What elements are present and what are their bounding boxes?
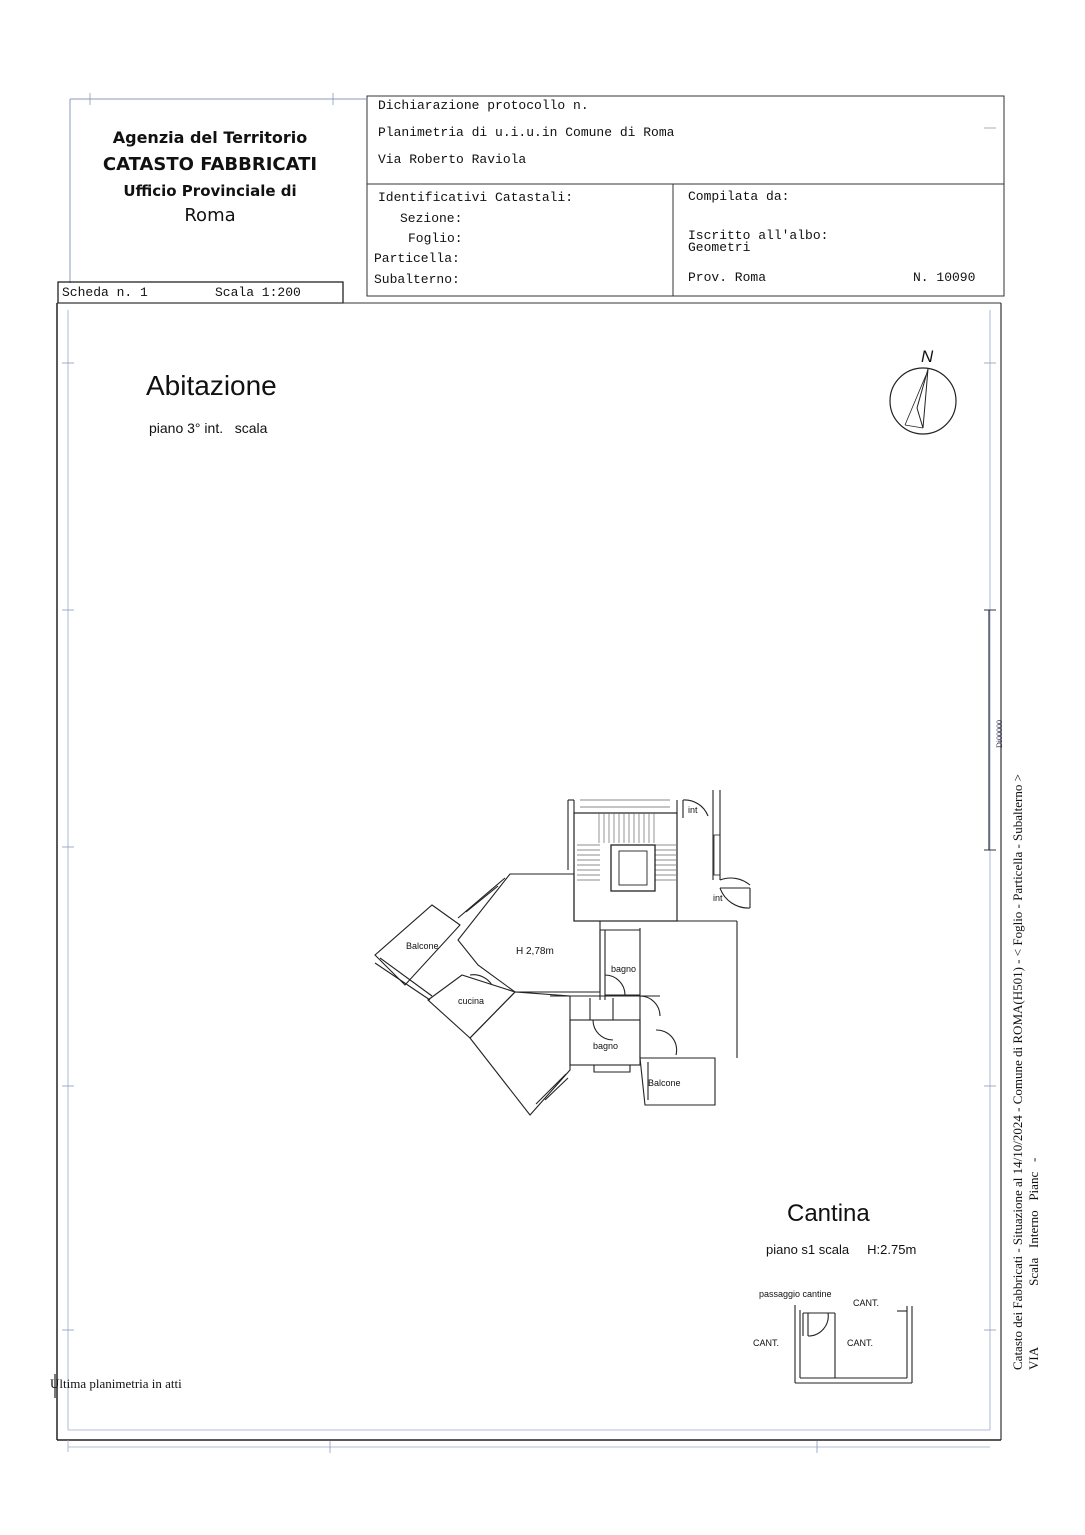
albo-number: N. 10090	[913, 270, 976, 285]
particella-label: Particella:	[374, 251, 460, 266]
agency-name: Agenzia del Territorio	[112, 128, 308, 147]
plan-label-cucina: cucina	[458, 996, 485, 1006]
office-label: Ufficio Provinciale di	[123, 182, 297, 200]
cant-label: CANT.	[853, 1298, 880, 1308]
north-label: N	[921, 347, 934, 366]
plan-label-bagno: bagno	[611, 964, 637, 974]
scala-label: Scala 1:200	[215, 285, 301, 300]
plan-label-bagno: bagno	[593, 1041, 619, 1051]
catasto-title: CATASTO FABBRICATI	[102, 154, 318, 175]
stamp-text: Di00000	[995, 720, 1004, 748]
passaggio-label: passaggio cantine	[759, 1289, 832, 1299]
floor-plan	[375, 790, 750, 1115]
compilata-label: Compilata da:	[688, 189, 790, 204]
abitazione-subtitle: piano 3° int. scala	[149, 420, 268, 436]
abitazione-title: Abitazione	[146, 370, 277, 401]
cant-label: CANT.	[753, 1338, 780, 1348]
identificativi-label: Identificativi Catastali:	[378, 190, 574, 205]
plan-label-height: H 2,78m	[516, 946, 554, 957]
dichiarazione: Dichiarazione protocollo n.	[378, 98, 589, 113]
cantina-subtitle: piano s1 scala H:2.75m	[766, 1242, 917, 1257]
office-city: Roma	[184, 205, 236, 226]
north-arrow-icon	[890, 368, 956, 434]
subalterno-label: Subalterno:	[374, 272, 460, 287]
foglio-label: Foglio:	[408, 231, 463, 246]
planimetria-line: Planimetria di u.i.u.in Comune di Roma	[378, 125, 675, 140]
side-caption-via: VIA Scala Interno Pianc -	[1026, 1157, 1041, 1370]
cantina-title: Cantina	[787, 1200, 870, 1227]
scheda-label: Scheda n. 1	[62, 285, 148, 300]
albo-value: Geometri	[688, 240, 751, 255]
footer-note: Ultima planimetria in atti	[50, 1376, 182, 1391]
plan-label-balcone: Balcone	[406, 941, 439, 951]
provincia-value: Prov. Roma	[688, 270, 767, 285]
sezione-label: Sezione:	[400, 211, 463, 226]
iscritto-label: Iscritto all'albo:	[688, 228, 829, 243]
plan-label-balcone: Balcone	[648, 1078, 681, 1088]
cant-label: CANT.	[847, 1338, 874, 1348]
side-caption: Catasto dei Fabbricati - Situazione al 14/10/2024 - Comune di ROMA(H501) - < Foglio - Particella - Subalterno >	[1010, 774, 1025, 1370]
address-line: Via Roberto Raviola	[378, 152, 527, 167]
plan-label-int: int	[688, 805, 698, 815]
plan-label-int: int	[713, 893, 723, 903]
